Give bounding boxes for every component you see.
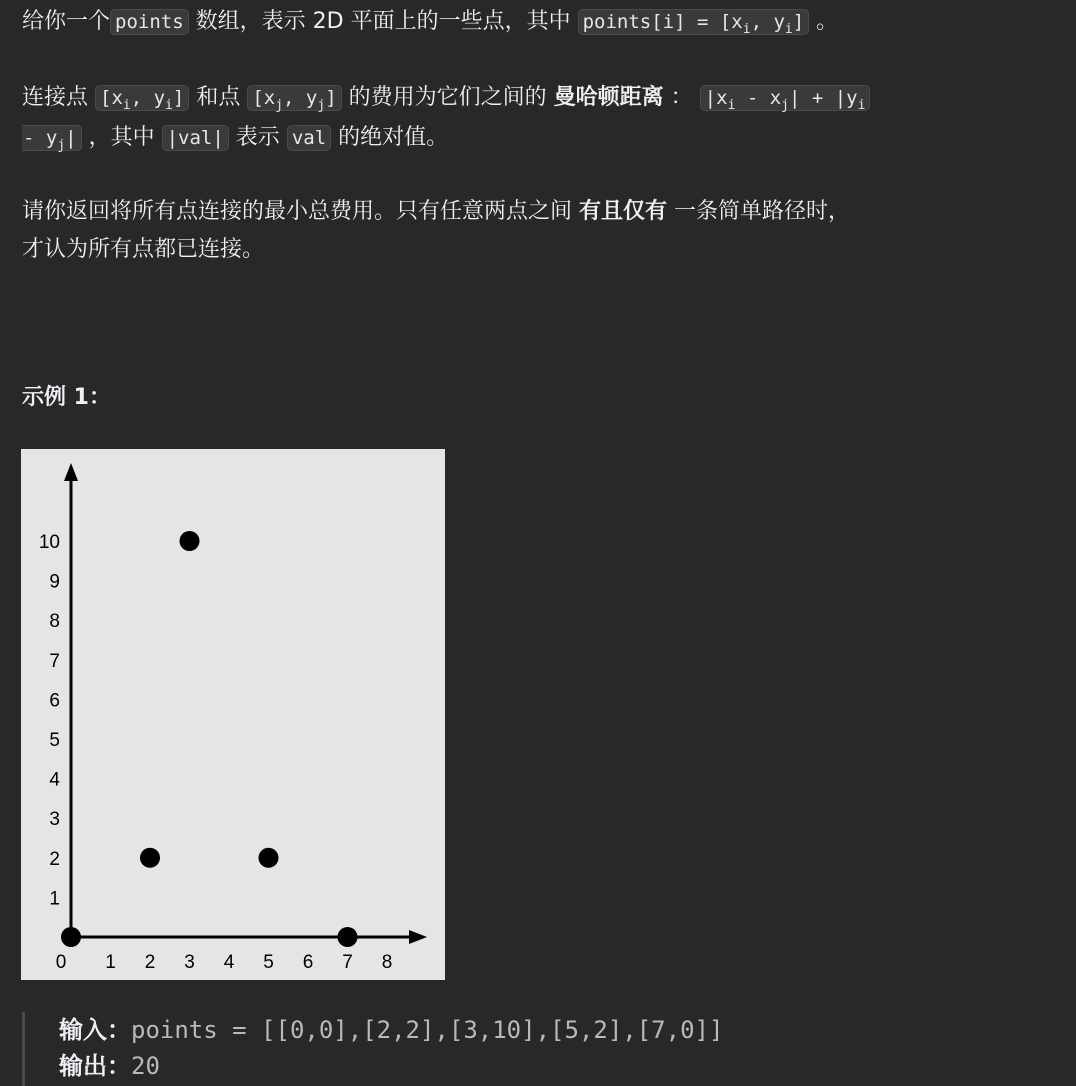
y-tick-label: 4 <box>49 769 60 791</box>
x-tick-labels <box>56 952 393 973</box>
code-text: ] <box>172 87 185 109</box>
example-figure <box>21 449 445 980</box>
y-tick-label: 1 <box>49 888 60 910</box>
code-text: points[i] = [x <box>582 11 743 33</box>
y-tick-label: 2 <box>49 848 60 870</box>
bold-term-only-one: 有且仅有 <box>579 199 668 224</box>
code-text: | <box>65 127 77 149</box>
example-output-line <box>59 1048 1076 1084</box>
code-text: ] <box>325 87 337 109</box>
code-sub: j <box>57 137 66 153</box>
problem-paragraph-3 <box>22 194 1076 230</box>
code-sub: i <box>122 97 131 113</box>
code-text: , y <box>283 87 318 109</box>
text: 连接点 <box>22 85 95 110</box>
scatter-chart <box>21 449 445 980</box>
data-point <box>180 531 200 551</box>
text: ，其中 <box>81 125 162 150</box>
data-point <box>259 848 279 868</box>
x-tick-label: 3 <box>184 952 195 973</box>
code-sub: j <box>275 97 284 113</box>
problem-paragraph-2-line-2 <box>22 120 1076 164</box>
code-text: - x <box>735 87 782 109</box>
x-tick-label: 5 <box>263 952 274 973</box>
problem-paragraph-3-line-2 <box>22 232 1076 268</box>
code-text: [x <box>100 87 123 109</box>
code-text: - y <box>23 127 58 149</box>
x-axis-arrow <box>409 930 427 944</box>
y-tick-label: 8 <box>49 611 60 633</box>
code-point-i <box>95 85 189 111</box>
example-io-block <box>22 1012 1076 1086</box>
code-text: , y <box>750 11 785 33</box>
x-tick-label: 0 <box>55 952 67 973</box>
text: 和点 <box>189 85 248 110</box>
input-label: 输入： <box>59 1016 131 1044</box>
code-point-j <box>247 85 341 111</box>
chart-axes <box>64 463 427 944</box>
x-tick-label: 4 <box>223 952 235 973</box>
text: 的费用为它们之间的 <box>341 85 554 110</box>
code-points-i <box>578 9 810 35</box>
y-tick-label: 5 <box>49 730 60 751</box>
input-value: points = [[0,0],[2,2],[3,10],[5,2],[7,0]] <box>131 1016 724 1044</box>
data-points <box>61 531 358 947</box>
text: ： <box>663 85 700 110</box>
code-points: points <box>110 9 189 35</box>
text: 数组，表示 2D 平面上的一些点，其中 <box>188 9 578 34</box>
code-text: , y <box>130 87 166 109</box>
code-text: ] <box>792 11 805 33</box>
bold-term-manhattan: 曼哈顿距离 <box>553 85 664 110</box>
code-sub: i <box>784 21 793 37</box>
y-axis-arrow <box>64 463 78 481</box>
example-input-line <box>59 1012 1076 1048</box>
text: 一条简单路径时， <box>667 199 851 224</box>
y-tick-labels <box>39 532 61 909</box>
data-point <box>338 927 358 947</box>
code-sub: i <box>165 97 173 113</box>
text: 的绝对值。 <box>331 125 449 150</box>
text: 请你返回将所有点连接的最小总费用。只有任意两点之间 <box>22 199 579 224</box>
y-tick-label: 3 <box>49 809 60 831</box>
code-sub: i <box>857 97 866 113</box>
code-sub: j <box>317 97 326 113</box>
y-tick-label: 7 <box>49 650 60 672</box>
output-label: 输出： <box>59 1052 131 1080</box>
code-sub: i <box>742 21 751 37</box>
y-tick-label: 9 <box>49 571 60 593</box>
text: 。 <box>809 9 839 34</box>
x-tick-label: 6 <box>302 952 314 973</box>
problem-paragraph-1 <box>22 4 1076 48</box>
y-tick-label: 10 <box>38 532 60 553</box>
code-text: |x <box>704 87 728 109</box>
code-abs-val: |val| <box>162 125 229 151</box>
text: 才认为所有点都已连接。 <box>22 237 265 262</box>
code-text: [x <box>252 87 276 109</box>
code-manhattan-formula-cont <box>22 125 82 151</box>
code-sub: j <box>781 97 789 113</box>
example-title: 示例 1： <box>22 385 111 410</box>
code-val: val <box>287 125 331 151</box>
x-tick-label: 1 <box>105 952 116 973</box>
x-tick-label: 8 <box>381 952 393 973</box>
data-point <box>61 927 81 947</box>
data-point <box>140 848 160 868</box>
x-tick-label: 7 <box>342 952 353 973</box>
code-sub: i <box>727 97 736 113</box>
y-tick-label: 6 <box>49 690 60 712</box>
x-tick-label: 2 <box>144 952 156 973</box>
text: 给你一个 <box>22 9 111 34</box>
text: 表示 <box>228 125 287 150</box>
code-manhattan-formula <box>700 85 871 111</box>
output-value: 20 <box>131 1052 160 1080</box>
problem-paragraph-2 <box>22 80 1076 124</box>
code-text: | + |y <box>788 87 858 109</box>
